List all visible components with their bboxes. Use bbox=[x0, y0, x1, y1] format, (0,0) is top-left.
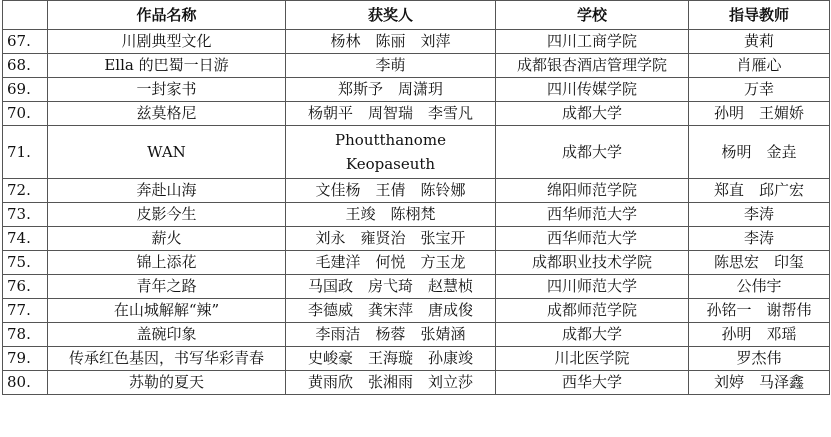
work-title: 盖碗印象 bbox=[48, 323, 286, 347]
awards-table bbox=[2, 0, 830, 395]
teacher: 杨明 金垚 bbox=[689, 126, 830, 179]
row-number: 70. bbox=[3, 102, 48, 126]
teacher: 李涛 bbox=[689, 227, 830, 251]
teacher: 黄莉 bbox=[689, 30, 830, 54]
winners: 李雨洁 杨蓉 张婧涵 bbox=[286, 323, 496, 347]
work-title: 在山城解解“辣” bbox=[48, 299, 286, 323]
table-row bbox=[3, 54, 830, 78]
teacher: 肖雁心 bbox=[689, 54, 830, 78]
table-row bbox=[3, 126, 830, 179]
table-row bbox=[3, 299, 830, 323]
table-row bbox=[3, 371, 830, 395]
school: 成都师范学院 bbox=[496, 299, 689, 323]
header-teacher: 指导教师 bbox=[689, 1, 830, 30]
teacher: 公伟宇 bbox=[689, 275, 830, 299]
header-title: 作品名称 bbox=[48, 1, 286, 30]
school: 西华师范大学 bbox=[496, 203, 689, 227]
winners: 王竣 陈栩梵 bbox=[286, 203, 496, 227]
winners: 黄雨欣 张湘雨 刘立莎 bbox=[286, 371, 496, 395]
row-number: 78. bbox=[3, 323, 48, 347]
row-number: 80. bbox=[3, 371, 48, 395]
work-title: WAN bbox=[48, 126, 286, 179]
table-row bbox=[3, 227, 830, 251]
table-row bbox=[3, 179, 830, 203]
work-title: 兹莫格尼 bbox=[48, 102, 286, 126]
school: 成都职业技术学院 bbox=[496, 251, 689, 275]
table-row bbox=[3, 275, 830, 299]
winner-name-line: Phoutthanome bbox=[335, 131, 446, 149]
table-row bbox=[3, 251, 830, 275]
school: 四川传媒学院 bbox=[496, 78, 689, 102]
school: 成都大学 bbox=[496, 102, 689, 126]
row-number: 67. bbox=[3, 30, 48, 54]
work-title: 皮影今生 bbox=[48, 203, 286, 227]
work-title: 一封家书 bbox=[48, 78, 286, 102]
winners: 李萌 bbox=[286, 54, 496, 78]
table-row bbox=[3, 102, 830, 126]
teacher: 罗杰伟 bbox=[689, 347, 830, 371]
teacher: 陈思宏 印玺 bbox=[689, 251, 830, 275]
work-title: 川剧典型文化 bbox=[48, 30, 286, 54]
winners: 文佳杨 王倩 陈铃娜 bbox=[286, 179, 496, 203]
winners: 杨朝平 周智瑞 李雪凡 bbox=[286, 102, 496, 126]
row-number: 71. bbox=[3, 126, 48, 179]
teacher: 孙明 邓瑶 bbox=[689, 323, 830, 347]
work-title: 传承红色基因，书写华彩青春 bbox=[48, 347, 286, 371]
winners: 李德威 龚宋萍 唐成俊 bbox=[286, 299, 496, 323]
winners: 刘永 雍贤治 张宝开 bbox=[286, 227, 496, 251]
row-number: 69. bbox=[3, 78, 48, 102]
work-title: Ella 的巴蜀一日游 bbox=[48, 54, 286, 78]
header-winners: 获奖人 bbox=[286, 1, 496, 30]
work-title: 薪火 bbox=[48, 227, 286, 251]
row-number: 68. bbox=[3, 54, 48, 78]
work-title: 青年之路 bbox=[48, 275, 286, 299]
row-number: 72. bbox=[3, 179, 48, 203]
winners: 史峻豪 王海璇 孙康竣 bbox=[286, 347, 496, 371]
header-school: 学校 bbox=[496, 1, 689, 30]
winner-name-line: Keopaseuth bbox=[345, 155, 436, 173]
work-title: 苏勒的夏天 bbox=[48, 371, 286, 395]
school: 西华大学 bbox=[496, 371, 689, 395]
table-row bbox=[3, 203, 830, 227]
header-num bbox=[3, 1, 48, 30]
table-row bbox=[3, 78, 830, 102]
school: 西华师范大学 bbox=[496, 227, 689, 251]
row-number: 76. bbox=[3, 275, 48, 299]
row-number: 77. bbox=[3, 299, 48, 323]
school: 成都银杏酒店管理学院 bbox=[496, 54, 689, 78]
row-number: 79. bbox=[3, 347, 48, 371]
teacher: 孙铭一 谢帮伟 bbox=[689, 299, 830, 323]
work-title: 奔赴山海 bbox=[48, 179, 286, 203]
school: 川北医学院 bbox=[496, 347, 689, 371]
school: 四川师范大学 bbox=[496, 275, 689, 299]
winners: 郑斯予 周潇玥 bbox=[286, 78, 496, 102]
row-number: 73. bbox=[3, 203, 48, 227]
teacher: 刘婷 马泽鑫 bbox=[689, 371, 830, 395]
school: 成都大学 bbox=[496, 126, 689, 179]
winners: 杨林 陈丽 刘萍 bbox=[286, 30, 496, 54]
table-row bbox=[3, 30, 830, 54]
winners bbox=[286, 126, 496, 179]
row-number: 75. bbox=[3, 251, 48, 275]
winners: 马国政 房弋琦 赵慧桢 bbox=[286, 275, 496, 299]
work-title: 锦上添花 bbox=[48, 251, 286, 275]
winners: 毛建洋 何悦 方玉龙 bbox=[286, 251, 496, 275]
school: 绵阳师范学院 bbox=[496, 179, 689, 203]
table-row bbox=[3, 347, 830, 371]
table-row bbox=[3, 323, 830, 347]
school: 成都大学 bbox=[496, 323, 689, 347]
teacher: 郑直 邱广宏 bbox=[689, 179, 830, 203]
row-number: 74. bbox=[3, 227, 48, 251]
school: 四川工商学院 bbox=[496, 30, 689, 54]
teacher: 孙明 王媚娇 bbox=[689, 102, 830, 126]
header-row bbox=[3, 1, 830, 30]
teacher: 李涛 bbox=[689, 203, 830, 227]
teacher: 万幸 bbox=[689, 78, 830, 102]
